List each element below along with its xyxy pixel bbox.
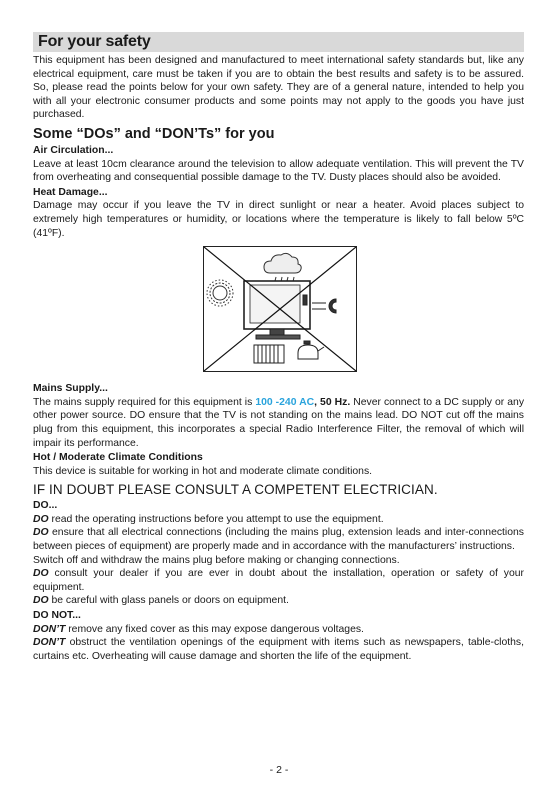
dos-donts-heading: Some “DOs” and “DON’Ts” for you [33,125,275,142]
page [33,32,524,663]
mains-voltage: 100 -240 AC [255,396,315,408]
page-number: - 2 - [269,764,289,776]
intro-paragraph: This equipment has been designed and manufactured to meet international safety standards but, like any electrical equipment, care must be taken if you are to obtain the best results and safety is to be assured. So, please read the points below for your own safety. They are of a general nature, intended to help you with all your electronic consumer products and some points may not apply to the goods you have just purchased. [33,55,524,121]
hazards-illustration [203,246,357,372]
switch-off-note: Switch off and withdraw the mains plug before making or changing connections. [33,554,400,566]
mains-supply-text: The mains supply required for this equipment is 100 -240 AC, 50 Hz. Never connect to a DC supply or any other power source. DO ensure that the TV is not standing on the mains lead. DO NOT cut off the mains plug from this equipment, this incorporates a special Radio Interference Filter, the removal of which will impair its performance. [33,396,525,449]
kettle-icon [298,341,324,359]
climate-text: This device is suitable for working in hot and moderate climate conditions. [33,465,373,477]
do-not-heading: DO NOT... [33,610,81,622]
page-title: For your safety [33,32,524,52]
do-item: DO be careful with glass panels or doors on equipment. [33,595,289,607]
do-item: DO ensure that all electrical connections (including the mains plug, extension leads and inter-connections between pieces of equipment) are properly made and in accordance with the manufacturers’ instructions. [33,527,524,553]
do-item: DO consult your dealer if you are ever in doubt about the installation, operation or safety of your equipment. [33,568,524,593]
consult-electrician-notice: IF IN DOUBT PLEASE CONSULT A COMPETENT ELECTRICIAN. [33,482,438,498]
mains-frequency: , 50 Hz. [314,396,351,408]
climate-heading: Hot / Moderate Climate Conditions [33,452,203,464]
figure-container [33,246,524,374]
heater-icon [254,345,284,363]
do-heading: DO... [33,500,58,512]
heat-damage-heading: Heat Damage... [33,186,108,198]
sun-icon [207,280,233,306]
dont-item: DON’T remove any fixed cover as this may expose dangerous voltages. [33,623,364,635]
dont-item: DON’T obstruct the ventilation openings of the equipment with items such as newspapers, table-cloths, curtains etc. Overheating will cause damage and shorten the life of the equipment. [33,637,524,662]
do-item: DO read the operating instructions before you attempt to use the equipment. [33,513,384,525]
magnet-icon [312,299,336,313]
mains-supply-heading: Mains Supply... [33,383,108,395]
air-circulation-heading: Air Circulation... [33,144,114,156]
air-circulation-text: Leave at least 10cm clearance around the television to allow adequate ventilation. This will prevent the TV from overheating and consequential possible damage to the TV. Dusty places should also be avoided. [33,158,524,184]
heat-damage-text: Damage may occur if you leave the TV in direct sunlight or near a heater. Avoid places subject to extremely high temperatures or humidity, or locations where the temperature is likely to fall below 5ºC (41ºF). [33,200,524,239]
